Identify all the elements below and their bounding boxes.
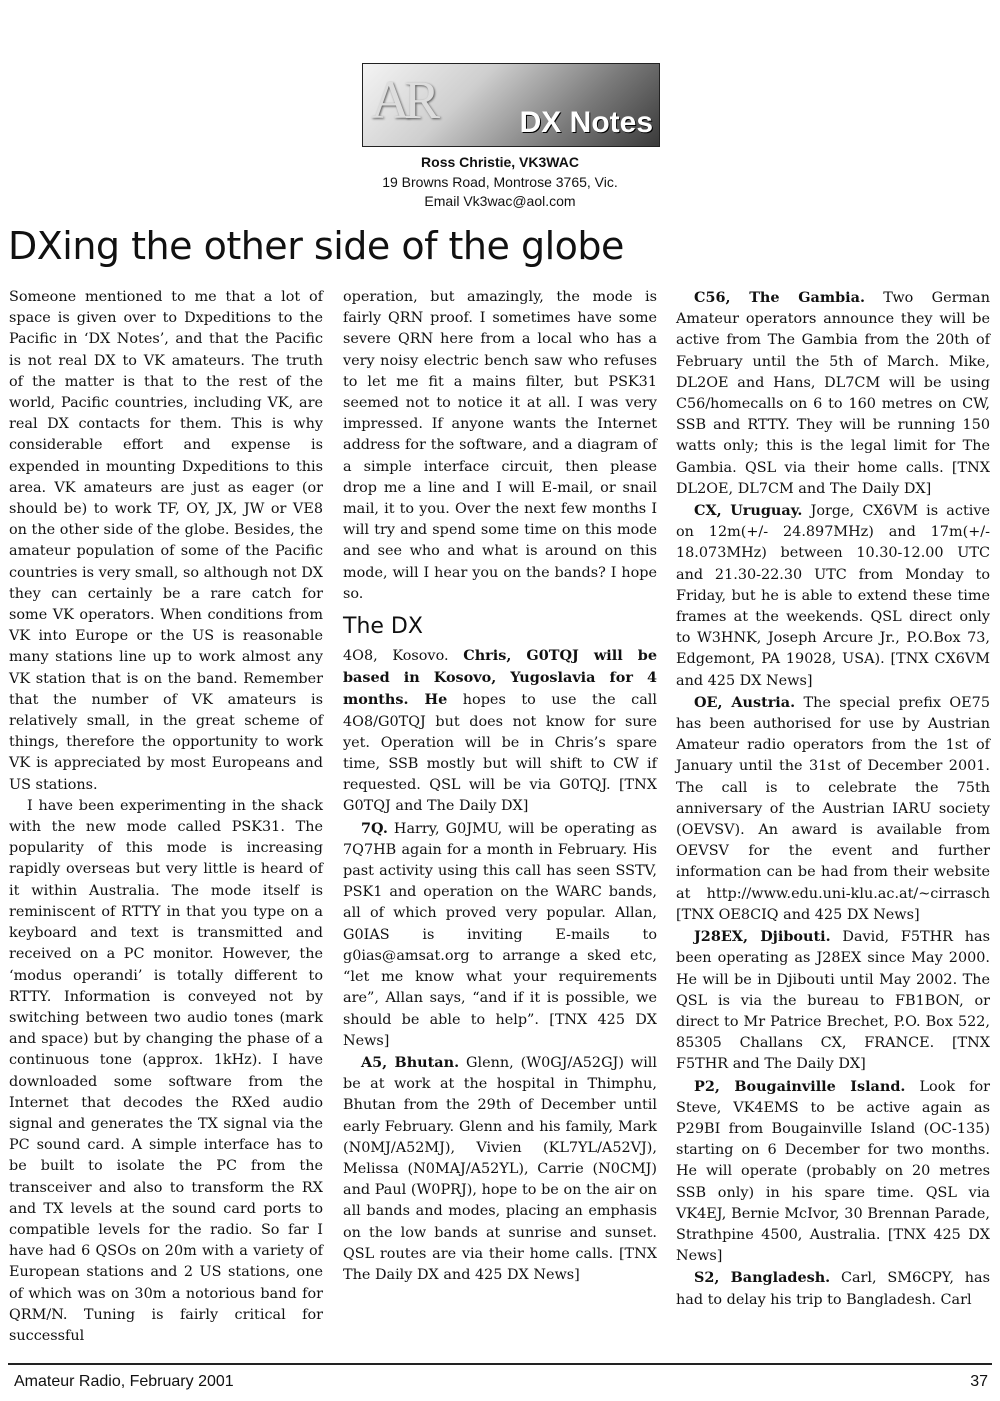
entry-text: Jorge, CX6VM is active on 12m(+/- 24.897MHz) and 17m(+/- 18.073MHz) between 10.30-12.00 UTC and 21.30-22.30 UTC from Monday to Friday, but he is able to extend these time frames at the weekends. QSL direct only to W3HNK, Joseph Arcure Jr., P.O.Box 73, Edgemont, PA 19028, USA). [TNX CX6VM and 425 DX News] bbox=[676, 503, 990, 689]
entry-text: Harry, G0JMU, will be operating as 7Q7HB again for a month in February. His past activity using this call has seen SSTV, PSK1 and operation on the WARC bands, all of which proved very popular. Allan, G0IAS is inviting E-mails to g0ias@amsat.org to arrange a sked etc, “let me know what your requirements are”, Allan says, “and if it is possible, we should be able to help”. [TNX 425 DX News] bbox=[343, 820, 658, 1049]
entry-lead: A5, Bhutan. bbox=[361, 1053, 460, 1071]
dx-entry-bougainville bbox=[676, 1076, 990, 1268]
entry-lead: P2, Bougainville Island. bbox=[694, 1077, 906, 1095]
text-column-1 bbox=[9, 287, 323, 1347]
dx-entry-uruguay bbox=[676, 500, 990, 692]
entry-text: Carl, SM6CPY, has had to delay his trip to Bangladesh. Carl bbox=[676, 1270, 990, 1308]
entry-lead: C56, The Gambia. bbox=[694, 289, 865, 306]
entry-text: Glenn, (W0GJ/A52GJ) will be at work at the hospital in Thimphu, Bhutan from the 29th of December until early February. Glenn and his family, Mark (N0MJ/A52MJ), Vivien (KL7YL/A52VJ), Melissa (N0MAJ/A52YL), Carrie (N0CMJ) and Paul (W0PRJ), hope to be on the air on all bands and modes, placing an emphasis on the low bands at sunrise and sunset. QSL routes are via their home calls. [TNX The Daily DX and 425 DX News] bbox=[343, 1054, 657, 1283]
column-title: DX Notes bbox=[519, 106, 653, 139]
article-headline: DXing the other side of the globe bbox=[8, 224, 624, 268]
footer-divider bbox=[8, 1363, 992, 1365]
entry-text: The special prefix OE75 has been authorised for use by Austrian Amateur radio operators from the 1st of January until the 31st of December 2001. The call is to celebrate the 75th anniversary of the Austrian IARU society (OEVSV). An award is available from OEVSV for the event and further information can be had from their website at http://www.edu.uni-klu.ac.at/~cirrasch [TNX OE8CIQ and 425 DX News] bbox=[676, 694, 990, 923]
entry-lead: 4O8, Kosovo. bbox=[343, 648, 449, 665]
dx-entry-bhutan bbox=[343, 1052, 657, 1286]
dx-entry-gambia bbox=[676, 287, 990, 500]
dx-entry-7q bbox=[343, 818, 657, 1052]
entry-text: Look for Steve, VK4EMS to be active again as P29BI from Bougainville Island (OC-135) starting on 6 December for two months. He will operate (probably on 20 metres SSB only) in his spare time. QSL via VK4EJ, Bernie McIvor, 30 Brennan Parade, Strathpine 4500, Australia. [TNX 425 DX News] bbox=[676, 1078, 990, 1265]
dx-entry-bangladesh bbox=[676, 1267, 990, 1310]
entry-bold-text: Chris, G0TQJ will be based in Kosovo, Yugoslavia for 4 months. He bbox=[343, 647, 658, 709]
ar-logo-mark: AR bbox=[371, 70, 435, 130]
entry-lead: OE, Austria. bbox=[694, 693, 796, 711]
text-column-3 bbox=[676, 287, 990, 1311]
publication-footer: Amateur Radio, February 2001 bbox=[14, 1373, 234, 1390]
entry-text: Two German Amateur operators announce they will be active from The Gambia from the 20th of February until the 5th of March. Mike, DL2OE and Hans, DL7CM will be using C56/homecalls on 6 to 160 metres on CW, SSB and RTTY. They will be running 150 watts only; this is the legal limit for The Gambia. QSL via their home calls. [TNX DL2OE, DL7CM and The Daily DX] bbox=[676, 290, 991, 497]
entry-lead: J28EX, Djibouti. bbox=[694, 928, 831, 946]
dx-entry-kosovo bbox=[343, 645, 657, 818]
author-email: Email Vk3wac@aol.com bbox=[424, 193, 576, 209]
dx-entry-djibouti bbox=[676, 926, 990, 1075]
dx-notes-logo bbox=[362, 63, 660, 147]
section-heading: The DX bbox=[343, 614, 423, 640]
paragraph: Someone mentioned to me that a lot of space is given over to Dxpeditions to the Pacific in ‘DX Notes’, and that the Pacific is not real DX to VK amateurs. The truth of the matter is that to the rest of the world, Pacific countries, including VK, are real DX contacts for them. This is why considerable effort and expense is expended in mounting Dxpeditions to this area. VK amateurs are just as eager (or should be) to work TF, OY, JX, JW or VE8 on the other side of the globe. Besides, the amateur population of some of the Pacific countries is very small, so although not DX they can certainly be a rare catch for some VK operators. When conditions from VK into Europe or the US is reasonable many stations line up to work almost any VK station that is on the band. Remember that the number of VK amateurs is relatively small, in the great scheme of things, therefore the opportunity to work VK is appreciated by most Europeans and US stations. bbox=[9, 289, 323, 793]
paragraph: operation, but amazingly, the mode is fairly QRN proof. I sometimes have some severe QRN here from a local who has a very noisy electric bench saw who refuses to let me fit a mains filter, but PSK31 seemed not to notice it at all. I was very impressed. If anyone wants the Internet address for the software, and a diagram of a simple interface circuit, then please drop me a line and I will E-mail, or snail mail, it to you. Over the next few months I will try and spend some time on this mode and see who and what is around on this mode, will I hear you on the bands? I hope so. bbox=[343, 289, 657, 602]
author-name: Ross Christie, VK3WAC bbox=[421, 154, 579, 170]
text-column-2 bbox=[343, 287, 657, 1286]
dx-entry-austria bbox=[676, 692, 990, 926]
paragraph: I have been experimenting in the shack with the new mode called PSK31. The popularity of this mode is increasing rapidly overseas but very little is heard of it within Australia. The mode itself is reminiscent of RTTY in that you type on a keyboard and text is transmitted and received on a PC monitor. However, the ‘modus operandi’ is totally different to RTTY. Information is conveyed not by switching between two audio tones (mark and space) but by changing the phase of a continuous tone (approx. 1kHz). I have downloaded some software from the Internet that decodes the RXed audio signal and generates the TX signal via the PC sound card. A simple interface has to be built to isolate the PC from the transceiver and also to transform the RX and TX levels at the sound card ports to compatible levels for the radio. So far I have had 6 QSOs on 20m with a variety of European stations and 2 US stations, one of which was on 30m a notorious band for QRM/N. Tuning is fairly critical for successful bbox=[9, 797, 323, 1344]
page-number: 37 bbox=[970, 1373, 988, 1390]
entry-text: David, F5THR has been operating as J28EX since May 2000. He will be in Djibouti until May 2002. The QSL is via the bureau to FB1BON, or direct to Mr Patrice Brechet, P.O. Box 522, 85305 Challans CX, FRANCE. [TNX F5THR and The Daily DX] bbox=[676, 929, 990, 1073]
entry-text: hopes to use the call 4O8/G0TQJ but does not know for sure yet. Operation will be in Chris’s spare time, SSB mostly but will shift to CW if requested. QSL will be via G0TQJ. [TNX G0TQJ and The Daily DX] bbox=[343, 692, 657, 815]
entry-lead: S2, Bangladesh. bbox=[694, 1269, 831, 1287]
entry-lead: CX, Uruguay. bbox=[694, 502, 803, 520]
author-address: 19 Browns Road, Montrose 3765, Vic. bbox=[382, 174, 618, 190]
entry-lead: 7Q. bbox=[361, 819, 388, 837]
